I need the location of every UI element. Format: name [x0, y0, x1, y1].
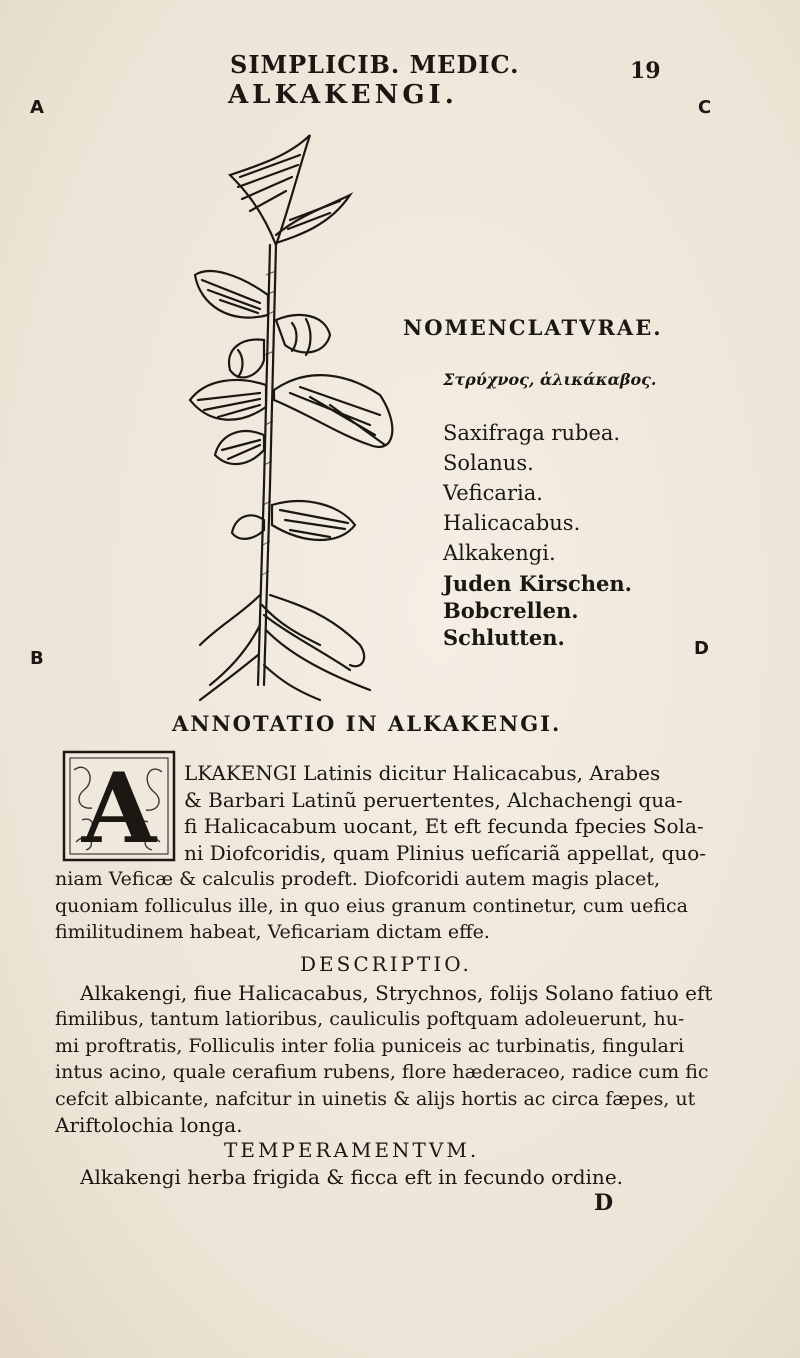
latin-name: Veficaria.	[443, 481, 543, 505]
running-title: SIMPLICIB. MEDIC.	[230, 50, 520, 79]
descriptio-line: intus acino, quale cerafium rubens, flore hæderaceo, radice cum fic	[55, 1061, 709, 1083]
nomenclature-greek: Στρύχνος, ἁλικάκαβος.	[443, 370, 657, 389]
catchword-letter: D	[594, 1190, 614, 1216]
descriptio-line: mi proftratis, Folliculis inter folia puniceis ac turbinatis, fingulari	[55, 1035, 685, 1057]
annotatio-title: ANNOTATIO IN ALKAKENGI.	[172, 711, 562, 736]
annotatio-line: quoniam folliculus ille, in quo eius granum continetur, cum uefica	[55, 895, 688, 917]
temperamentum-line: Alkakengi herba frigida & ficca eft in fecundo ordine.	[80, 1165, 624, 1189]
annotatio-line: fi Halicacabum uocant, Et eft fecunda fpecies Sola-	[184, 814, 704, 838]
latin-name: Saxifraga rubea.	[443, 421, 621, 445]
margin-letter-d: D	[694, 638, 709, 659]
annotatio-line: niam Veficæ & calculis prodeft. Diofcoridi autem magis placet,	[55, 868, 661, 890]
plant-title: ALKAKENGI.	[228, 80, 458, 110]
margin-letter-c: C	[698, 97, 712, 118]
german-name: Bobcrellen.	[443, 598, 579, 623]
latin-name: Halicacabus.	[443, 511, 581, 535]
german-name: Schlutten.	[443, 625, 565, 650]
decorated-initial-a	[62, 750, 176, 862]
annotatio-line: ni Diofcoridis, quam Plinius uefícariã appellat, quo-	[184, 841, 707, 865]
german-name: Juden Kirschen.	[443, 571, 632, 596]
margin-letter-b: B	[30, 648, 44, 669]
annotatio-line: LKAKENGI Latinis dicitur Halicacabus, Arabes	[184, 761, 661, 785]
latin-name: Solanus.	[443, 451, 534, 475]
annotatio-line: fimilitudinem habeat, Veficariam dictam effe.	[55, 921, 490, 943]
nomenclature-title: NOMENCLATVRAE.	[403, 315, 663, 340]
german-names-list	[443, 570, 632, 651]
descriptio-line: fimilibus, tantum latioribus, cauliculis poftquam adoleuerunt, hu-	[55, 1008, 685, 1030]
descriptio-line: cefcit albicante, nafcitur in uinetis & alijs hortis ac circa fæpes, ut	[55, 1088, 696, 1110]
descriptio-line: Ariftolochia longa.	[55, 1113, 243, 1137]
latin-name: Alkakengi.	[443, 541, 556, 565]
svg-text:A: A	[81, 752, 157, 862]
margin-letter-a: A	[30, 97, 44, 118]
folio-number: 19	[630, 58, 661, 84]
descriptio-line: Alkakengi, fiue Halicacabus, Strychnos, folijs Solano fatiuo eft	[80, 981, 713, 1005]
plant-woodcut-illustration	[180, 125, 420, 710]
temperamentum-title: TEMPERAMENTVM.	[224, 1138, 480, 1162]
annotatio-line: & Barbari Latinũ peruertentes, Alchachengi qua-	[184, 788, 683, 812]
latin-names-list	[443, 418, 620, 568]
descriptio-title: DESCRIPTIO.	[300, 952, 472, 976]
